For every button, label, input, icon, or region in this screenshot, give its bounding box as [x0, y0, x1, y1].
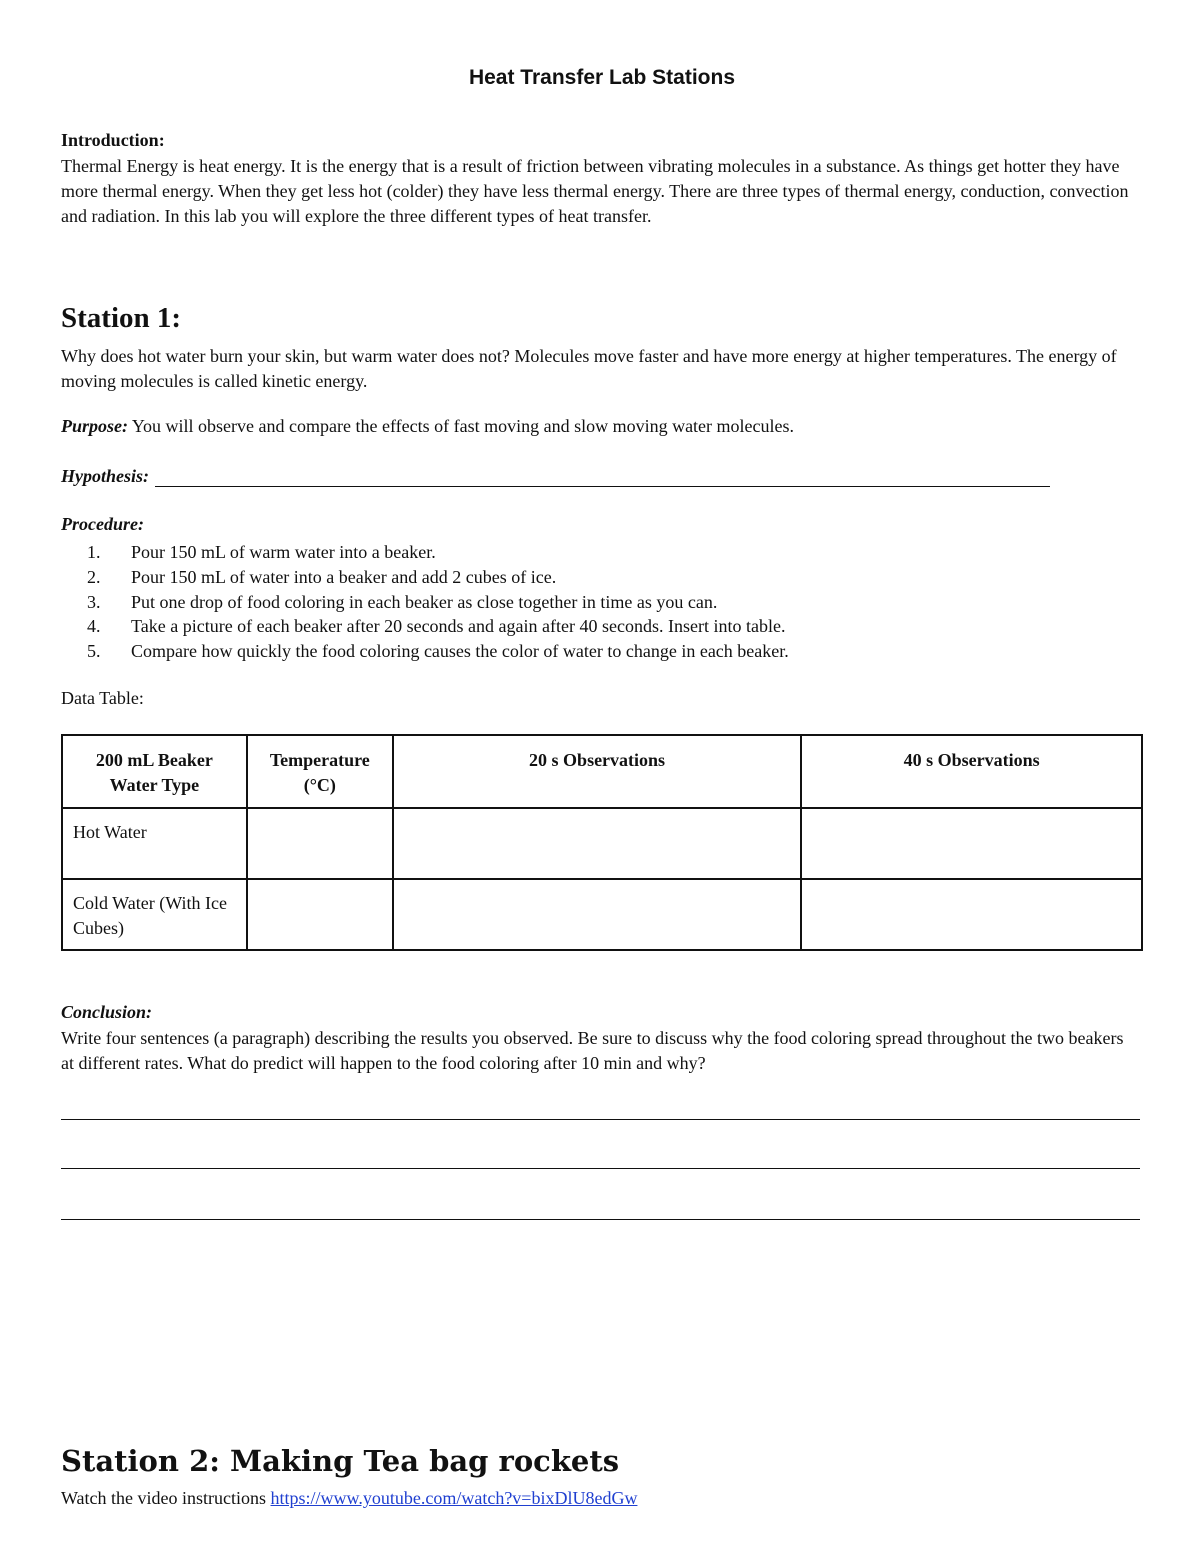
hypothesis-label: Hypothesis:	[61, 466, 149, 486]
procedure-step	[61, 590, 789, 615]
hypothesis-line	[61, 466, 1050, 487]
step-number-text: 4.	[87, 616, 101, 637]
purpose-text: You will observe and compare the effects of fast moving and slow moving water molecules.	[128, 416, 795, 436]
step-number-text: 5.	[87, 641, 101, 662]
station1-body: Why does hot water burn your skin, but warm water does not? Molecules move faster and have more energy at higher temperatures. The energy of moving molecules is called kinetic energy.	[61, 346, 1117, 391]
step-text: Compare how quickly the food coloring causes the color of water to change in each beaker.	[131, 641, 789, 662]
video-link[interactable]: https://www.youtube.com/watch?v=bixDlU8edGw	[270, 1488, 638, 1508]
cell-hot-temperature[interactable]	[247, 808, 393, 879]
header-40s-observations: 40 s Observations	[801, 735, 1142, 808]
procedure-step	[61, 639, 789, 664]
step-text: Pour 150 mL of warm water into a beaker.	[131, 542, 436, 562]
introduction-body: Thermal Energy is heat energy. It is the energy that is a result of friction between vibrating molecules in a substance. As things get hotter they have more thermal energy. When they get less hot (colder) they have less thermal energy. There are three types of thermal energy, conduction, convection and radiation. In this lab you will explore the three different types of heat transfer.	[61, 156, 1129, 226]
step-number	[61, 639, 131, 664]
conclusion-heading: Conclusion:	[61, 1002, 153, 1022]
step-text: Pour 150 mL of water into a beaker and add 2 cubes of ice.	[131, 566, 557, 587]
station1-heading: Station 1:	[61, 302, 182, 334]
station2-heading: Station 2: Making Tea bag rockets	[61, 1444, 620, 1478]
step-number	[61, 540, 131, 565]
step-number-text: 3.	[87, 591, 101, 612]
step-number	[61, 590, 131, 615]
cell-cold-40s[interactable]	[801, 879, 1142, 950]
procedure-step	[61, 565, 789, 590]
step-number-text: 1.	[87, 542, 101, 562]
table-row	[62, 808, 1142, 879]
step-number	[61, 565, 131, 590]
answer-line-3[interactable]	[61, 1219, 1140, 1220]
step-number-text: 2.	[87, 566, 101, 587]
step-number	[61, 614, 131, 639]
cell-hot-40s[interactable]	[801, 808, 1142, 879]
answer-line-1[interactable]	[61, 1119, 1140, 1120]
header-20s-observations: 20 s Observations	[393, 735, 802, 808]
data-table-label: Data Table:	[61, 688, 144, 708]
purpose-label: Purpose:	[61, 416, 128, 436]
answer-line-2[interactable]	[61, 1168, 1140, 1169]
station2-body	[61, 1488, 637, 1509]
purpose-line	[61, 416, 794, 437]
table-header-row	[62, 735, 1142, 808]
procedure-step	[61, 540, 789, 565]
header-temperature: Temperature (°C)	[247, 735, 393, 808]
step-text: Put one drop of food coloring in each beaker as close together in time as you can.	[131, 591, 718, 612]
data-table	[61, 734, 1143, 951]
table-row	[62, 879, 1142, 950]
introduction-heading: Introduction:	[61, 130, 165, 150]
cell-hot-20s[interactable]	[393, 808, 802, 879]
station2-instructions-text: Watch the video instructions	[61, 1488, 271, 1508]
page-title: Heat Transfer Lab Stations	[468, 66, 736, 89]
hypothesis-answer-blank[interactable]	[155, 466, 1050, 487]
row-cold-water-type: Cold Water (With Ice Cubes)	[62, 879, 247, 950]
step-text: Take a picture of each beaker after 20 seconds and again after 40 seconds. Insert into table.	[131, 616, 786, 637]
procedure-heading: Procedure:	[61, 514, 144, 534]
cell-cold-20s[interactable]	[393, 879, 802, 950]
conclusion-body: Write four sentences (a paragraph) describing the results you observed. Be sure to discuss why the food coloring spread throughout the two beakers at different rates. What do predict will happen to the food coloring after 10 min and why?	[61, 1028, 1124, 1073]
row-hot-water-type: Hot Water	[62, 808, 247, 879]
procedure-step	[61, 614, 789, 639]
header-beaker-water-type: 200 mL Beaker Water Type	[62, 735, 247, 808]
cell-cold-temperature[interactable]	[247, 879, 393, 950]
procedure-steps	[61, 540, 789, 664]
